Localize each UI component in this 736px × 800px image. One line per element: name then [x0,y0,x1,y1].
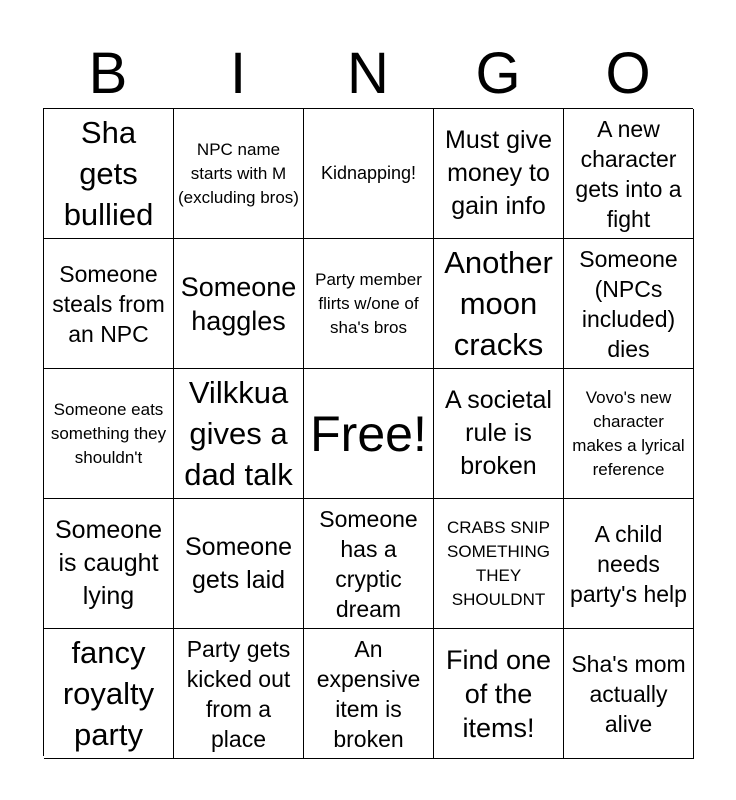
bingo-cell-r5c3[interactable] [304,629,434,759]
cell-text: Must give money to gain info [445,126,552,220]
cell-text: Someone eats something they shouldn't [50,399,167,467]
bingo-cell-r3c2[interactable] [174,369,304,499]
bingo-cell-r4c2[interactable] [174,499,304,629]
bingo-header [43,40,693,108]
bingo-cell-r4c3[interactable] [304,499,434,629]
bingo-cell-r1c4[interactable] [434,109,564,239]
bingo-cell-r5c4[interactable] [434,629,564,759]
bingo-cell-r1c3[interactable] [304,109,434,239]
cell-text: A child needs party's help [570,520,687,607]
bingo-cell-r5c5[interactable] [564,629,694,759]
cell-text: Someone haggles [180,271,297,336]
cell-text: Someone has a cryptic dream [319,505,418,622]
bingo-cell-r2c4[interactable] [434,239,564,369]
bingo-cell-r5c2[interactable] [174,629,304,759]
header-letter-b: B [88,41,128,106]
bingo-cell-r3c5[interactable] [564,369,694,499]
header-letter-i: I [229,41,247,106]
cell-text: Kidnapping! [320,163,417,183]
cell-text: Someone steals from an NPC [52,260,165,347]
free-space-text: Free! [310,405,427,462]
cell-text: Party member flirts w/one of sha's bros [315,269,422,337]
cell-text: A new character gets into a fight [575,115,682,232]
bingo-grid [43,108,693,756]
bingo-cell-r5c1[interactable] [44,629,174,759]
cell-text: Sha's mom actually alive [571,650,686,737]
cell-text: NPC name starts with M (excluding bros) [178,139,299,207]
header-letter-n: N [347,41,389,106]
bingo-cell-r4c1[interactable] [44,499,174,629]
bingo-cell-r2c1[interactable] [44,239,174,369]
bingo-cell-r3c4[interactable] [434,369,564,499]
header-letter-o: O [605,41,651,106]
cell-text: Find one of the items! [445,644,552,743]
cell-text: Someone gets laid [184,532,293,594]
header-letter-g: G [475,41,521,106]
cell-text: Party gets kicked out from a place [186,635,291,752]
bingo-cell-free[interactable] [304,369,434,499]
cell-text: A societal rule is broken [444,386,552,480]
bingo-cell-r2c3[interactable] [304,239,434,369]
cell-text: Sha gets bullied [63,115,154,232]
cell-text: Another moon cracks [444,245,553,362]
bingo-cell-r1c2[interactable] [174,109,304,239]
bingo-cell-r3c1[interactable] [44,369,174,499]
bingo-cell-r2c2[interactable] [174,239,304,369]
cell-text: Vilkkua gives a dad talk [184,375,293,492]
bingo-cell-r1c5[interactable] [564,109,694,239]
cell-text: CRABS SNIP SOMETHING THEY SHOULDNT [447,517,550,609]
bingo-cell-r2c5[interactable] [564,239,694,369]
bingo-cell-r4c4[interactable] [434,499,564,629]
cell-text: Vovo's new character makes a lyrical reference [572,387,685,479]
bingo-cell-r1c1[interactable] [44,109,174,239]
bingo-cell-r4c5[interactable] [564,499,694,629]
cell-text: An expensive item is broken [316,635,421,752]
cell-text: Someone (NPCs included) dies [579,245,678,362]
cell-text: fancy royalty party [62,635,155,752]
cell-text: Someone is caught lying [54,516,163,610]
